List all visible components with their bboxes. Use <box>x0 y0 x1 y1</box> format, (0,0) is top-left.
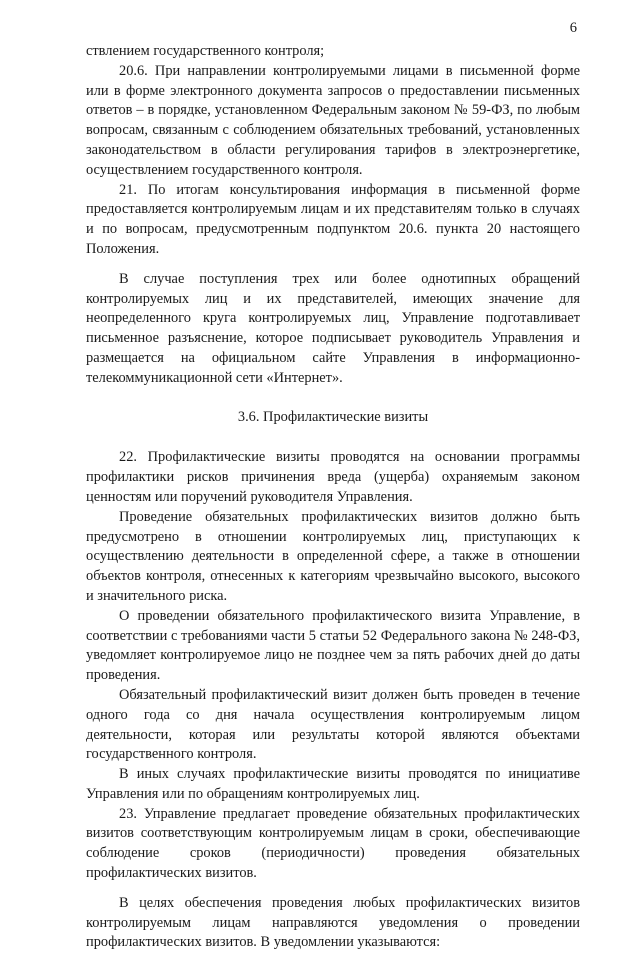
paragraph-continuation: ствлением государственного контроля; <box>86 43 325 59</box>
paragraph-written-clarification: В случае поступления трех или более однотипных обращений контролируемых лиц и их представителей, имеющих значение для неопределенного круга контролируемых лиц, Управление подготавливает письменное разъяснение, которое подписывает руководитель Управления и размещается на официальном сайте Управления в информационно-телекоммуникационной сети «Интернет». <box>86 270 580 386</box>
document-body <box>86 42 580 953</box>
paragraph-visit-deadline: Обязательный профилактический визит должен быть проведен в течение одного года со дня начала осуществления контролируемым лицом деятельности, которая или результаты которой являются объектами государственного контроля. <box>86 686 580 763</box>
section-title: 3.6. Профилактические визиты <box>237 408 429 425</box>
paragraph-22: 22. Профилактические визиты проводятся на основании программы профилактики рисков причинения вреда (ущерба) охраняемым законом ценностям или поручений руководителя Управления. <box>86 449 580 505</box>
paragraph-notification-contents: В целях обеспечения проведения любых профилактических визитов контролируемым лицам направляются уведомления о проведении профилактических визитов. В уведомлении указываются: <box>86 894 580 951</box>
paragraph-notification: О проведении обязательного профилактического визита Управление, в соответствии с требованиями части 5 статьи 52 Федерального закона № 248-ФЗ, уведомляет контролируемое лицо не позднее чем за пять рабочих дней до даты проведения. <box>86 607 580 684</box>
paragraph-20-6: 20.6. При направлении контролируемыми лицами в письменной форме или в форме электронного документа запросов о предоставлении письменных ответов – в порядке, установленном Федеральным законом № 59-ФЗ, по любым вопросам, связанным с соблюдением обязательных требований, установленных законодательством в области регулирования тарифов в электроэнергетике, осуществлением государственного контроля. <box>86 62 580 178</box>
paragraph-21: 21. По итогам консультирования информация в письменной форме предоставляется контролируемым лицам и их представителям только в случаях и по вопросам, предусмотренным подпунктом 20.6. пункта 20 настоящего Положения. <box>86 181 580 257</box>
page-number: 6 <box>569 20 577 36</box>
paragraph-other-cases: В иных случаях профилактические визиты проводятся по инициативе Управления или по обращениям контролируемых лиц. <box>86 766 580 802</box>
paragraph-mandatory-visits: Проведение обязательных профилактических визитов должно быть предусмотрено в отношении контролируемых лиц, приступающих к осуществлению деятельности в определенной сфере, а также в отношении объектов контроля, отнесенных к категориям чрезвычайно высокого, высокого и значительного риска. <box>86 508 580 604</box>
paragraph-23: 23. Управление предлагает проведение обязательных профилактических визитов соответствующим контролируемым лицам в сроки, обеспечивающие соблюдение сроков (периодичности) проведения обязательных профилактических визитов. <box>86 805 580 882</box>
